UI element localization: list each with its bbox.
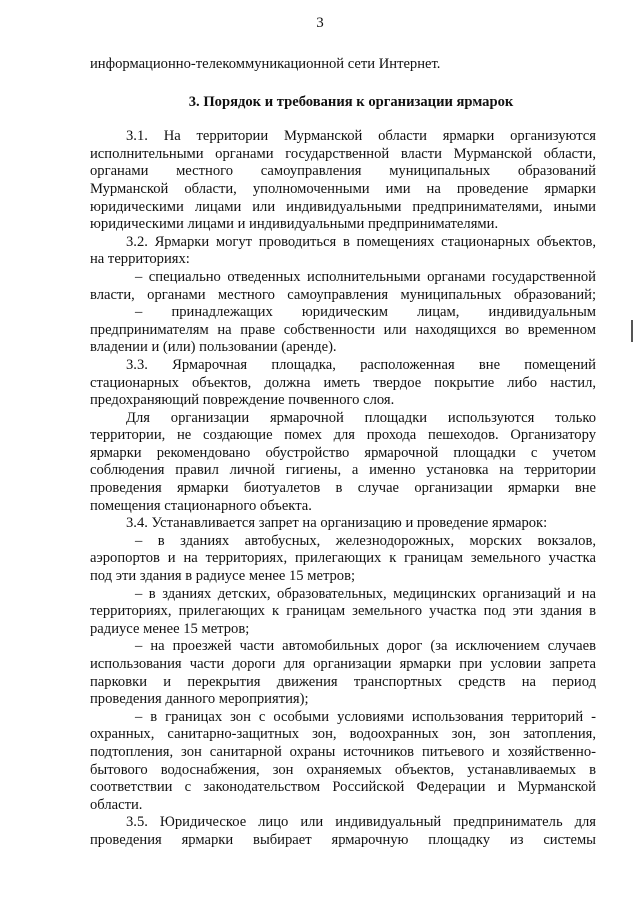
list-item-line: проведения данного мероприятия);: [90, 691, 309, 708]
paragraph-line: проведения ярмарки биотуалетов в случае организации ярмарки вне: [90, 480, 596, 497]
paragraph-3-3-line: предохраняющий повреждение почвенного слоя.: [90, 392, 395, 409]
paragraph-3-1-line: Мурманской области, уполномоченными ими на проведение ярмарки: [90, 180, 596, 197]
paragraph-3-1-line: 3.1. На территории Мурманской области ярмарки организуются: [126, 128, 596, 145]
list-item-line: охранных, санитарно-защитных зон, водоохранных зон, зон затопления,: [90, 726, 596, 743]
paragraph-line: ярмарки рекомендовано обустройство ярмарочной площадки с учетом: [90, 444, 596, 461]
list-item-line: аэропортов и на территориях, прилегающих к границам земельного участка: [90, 550, 596, 567]
list-item-line: предпринимателям на праве собственности или находящихся во временном: [90, 321, 596, 338]
document-body: [90, 56, 596, 850]
list-item-line: – принадлежащих юридическим лицам, индивидуальным: [135, 304, 596, 321]
page-number: 3: [316, 15, 324, 31]
list-item-line: – в зданиях автобусных, железнодорожных, морских вокзалов,: [135, 532, 596, 549]
list-item-line: бытового водоснабжения, зон охраняемых объектов, устанавливаемых в: [90, 761, 596, 778]
paragraph-3-1-line: юридическими лицами и индивидуальными предпринимателями.: [90, 216, 499, 233]
paragraph-3-1-line: исполнительными органами государственной власти Мурманской области,: [90, 145, 596, 162]
paragraph-3-1-line: органами местного самоуправления муниципальных образований: [90, 163, 596, 180]
paragraph-3-4-line: 3.4. Устанавливается запрет на организацию и проведение ярмарок:: [126, 515, 548, 532]
paragraph-3-5-line: проведения ярмарки выбирает ярмарочную площадку из системы: [90, 831, 596, 848]
paragraph-3-5-line: 3.5. Юридическое лицо или индивидуальный предприниматель для: [126, 814, 596, 831]
list-item-line: территориях, прилегающих к границам земельного участка под эти здания в: [90, 603, 596, 620]
section-heading: 3. Порядок и требования к организации ярмарок: [188, 93, 514, 110]
paragraph-line: территории, не создающие помех для прохода пешеходов. Организатору: [90, 427, 596, 444]
paragraph-3-3-line: стационарных объектов, должна иметь твердое покрытие либо настил,: [90, 374, 596, 391]
paragraph-line: помещения стационарного объекта.: [90, 497, 312, 514]
list-item-line: области.: [90, 796, 143, 813]
paragraph-line: Для организации ярмарочной площадки используются только: [126, 409, 596, 426]
list-item-line: соответствии с законодательством Российской Федерации и Мурманской: [90, 779, 596, 796]
paragraph-3-1-line: юридическими лицами или индивидуальными предпринимателями, иными: [90, 198, 596, 215]
list-item-line: подтопления, зон санитарной охраны источников питьевого и хозяйственно-: [90, 743, 596, 760]
margin-mark: [631, 320, 633, 342]
list-item-line: владении и (или) пользовании (аренде).: [90, 339, 337, 356]
paragraph-3-2-line: 3.2. Ярмарки могут проводиться в помещениях стационарных объектов,: [126, 233, 596, 250]
list-item-line: – в границах зон с особыми условиями использования территорий -: [135, 708, 596, 725]
list-item-line: под эти здания в радиусе менее 15 метров;: [90, 568, 356, 585]
list-item-line: – в зданиях детских, образовательных, медицинских организаций и на: [135, 585, 596, 602]
list-item-line: парковки и перекрытия движения транспортных средств на период: [90, 673, 596, 690]
list-item-line: власти, органами местного самоуправления муниципальных образований;: [90, 286, 596, 303]
list-item-line: – на проезжей части автомобильных дорог (за исключением случаев: [135, 638, 596, 655]
list-item-line: радиусе менее 15 метров;: [90, 620, 250, 637]
paragraph-3-2-line: на территориях:: [90, 251, 190, 268]
paragraph-3-3-line: 3.3. Ярмарочная площадка, расположенная вне помещений: [126, 356, 596, 373]
list-item-line: – специально отведенных исполнительными органами государственной: [135, 268, 596, 285]
paragraph-line: соблюдения правил личной гигиены, а именно установка на территории: [90, 462, 596, 479]
list-item-line: использования части дороги для организации ярмарки при условии запрета: [90, 656, 596, 672]
text-line: информационно-телекоммуникационной сети Интернет.: [90, 56, 441, 72]
